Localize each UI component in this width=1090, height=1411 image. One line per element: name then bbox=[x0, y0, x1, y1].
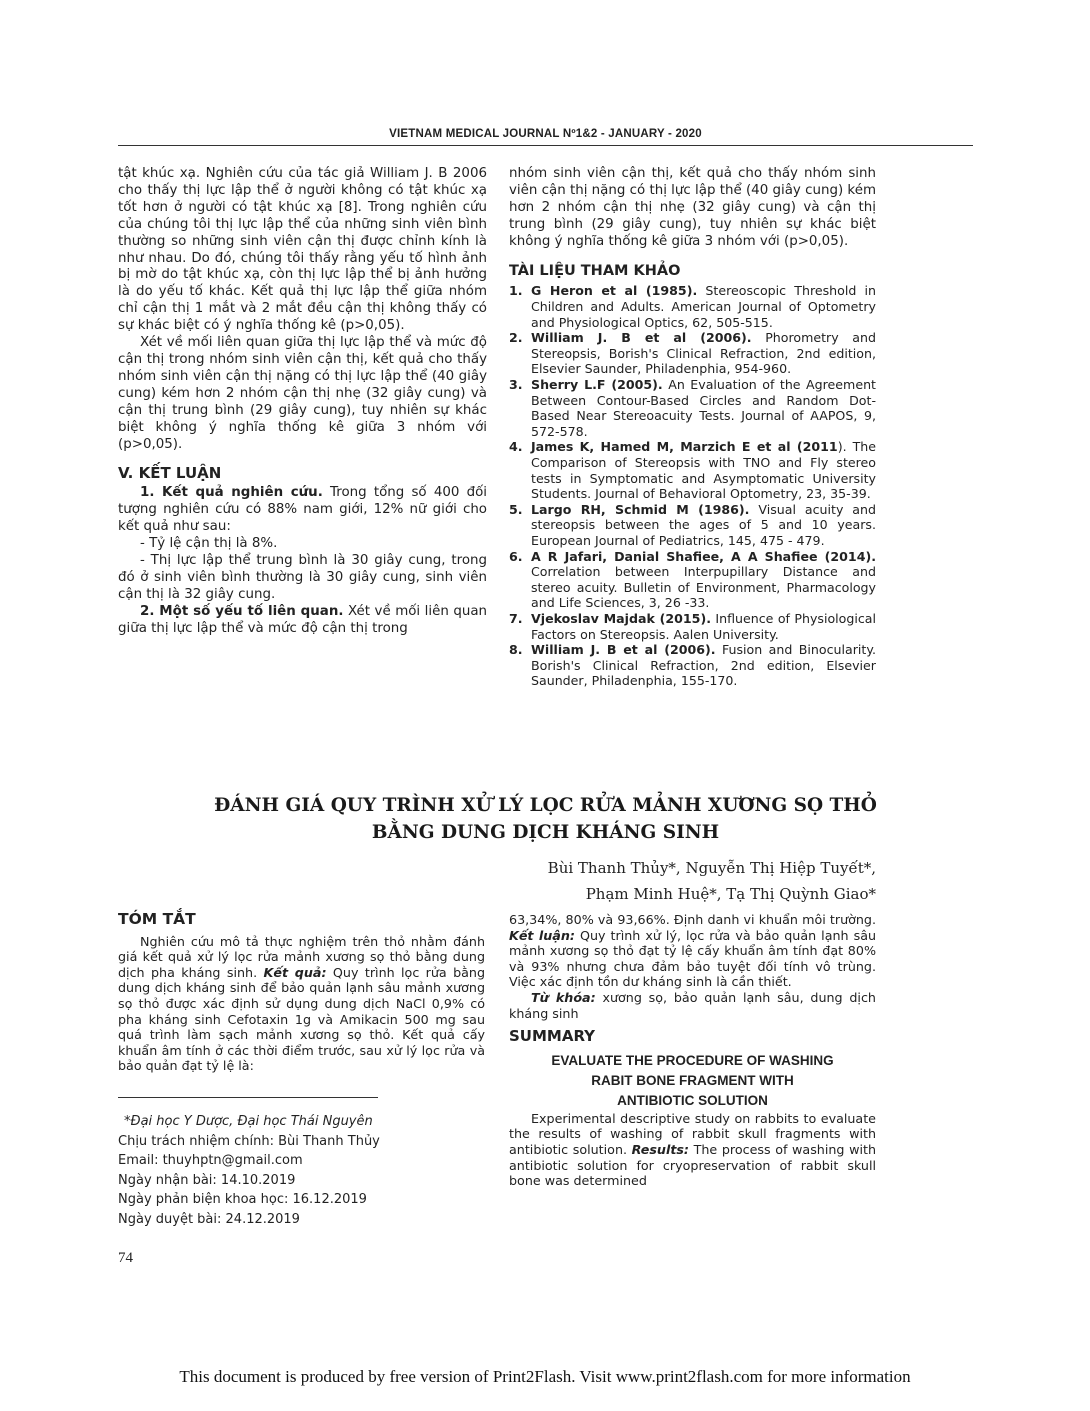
conclusion-heading: V. KẾT LUẬN bbox=[118, 464, 222, 483]
references-heading: TÀI LIỆU THAM KHẢO bbox=[509, 262, 681, 279]
reference-item bbox=[509, 283, 876, 330]
left-paragraph-2: Xét về mối liên quan giữa thị lực lập thể và mức độ cận thị trong nhóm sinh viên cận thị, kết quả cho thấy nhóm sinh viên cận thị nặng có thị lực lập thể (40 giây cung) kém hơn 2 nhóm cận thị nhẹ (32 giây cung) và cận thị trung bình (29 giây cung), tuy nhiên sự khác biệt không ý nghĩa thống kê giữa 3 nhóm với (p>0,05). bbox=[118, 335, 487, 452]
footnotes bbox=[118, 1112, 380, 1229]
summary-text-a: Experimental descriptive study on rabbits to evaluate the results of washing of rabbit skull fragments with antibiotic solution. bbox=[509, 1110, 876, 1157]
footnote-accepted: Ngày duyệt bài: 24.12.2019 bbox=[118, 1211, 300, 1227]
left-paragraph-1: tật khúc xạ. Nghiên cứu của tác giả William J. B 2006 cho thấy thị lực lập thể ở người không có tật khúc xạ tốt hơn ở người có tật khúc xạ [8]. Trong nghiên cứu của chúng tôi thị lực lập thể của những sinh viên bình thường so những sinh viên cận thị được chỉnh kính là như nhau. Do đó, chúng tôi thấy rằng yếu tố hình ảnh bị mờ do tật khúc xạ, còn thị lực lập thể bị ảnh hưởng là do yếu tố khác. Kết quả thị lực lập thể giữa nhóm chỉ cận thị 1 mắt và 2 mắt đều cận thị không thấy có sự khác biệt có ý nghĩa thống kê (p>0,05). bbox=[118, 166, 487, 334]
reference-authors: William J. B et al (2006). bbox=[531, 330, 752, 346]
reference-text: Phorometry and Stereopsis, Borish's Clinical Refraction, 2nd edition, Elsevier Saunder, Philadenphia, 954-960. bbox=[531, 330, 877, 377]
conclusion-item-1-text: Trong tổng số 400 đối tượng nghiên cứu có 88% nam giới, 12% nữ giới cho kết quả như sau: bbox=[118, 485, 488, 535]
reference-authors: A R Jafari, Danial Shafiee, A A Shafiee (2014). bbox=[531, 548, 876, 564]
reference-item bbox=[509, 611, 876, 642]
abstract-text-d: Quy trình xử lý, lọc rửa và bảo quản lạnh sâu mảnh xương sọ thỏ đạt tỷ lệ cấy khuẩn âm tính đạt 80% và 93% nhưng chưa đảm bảo tuyệt đối tính vô trùng. Việc xác định tồn dư kháng sinh là cần thiết. bbox=[509, 927, 877, 990]
abstract-section bbox=[118, 912, 485, 1074]
print2flash-watermark: This document is produced by free version of Print2Flash. Visit www.print2flash.com for more information bbox=[179, 1367, 911, 1386]
footnote-affiliation: *Đại học Y Dược, Đại học Thái Nguyên bbox=[124, 1114, 373, 1129]
conclusion-item-2-text: Xét về mối liên quan giữa thị lực lập thể và mức độ cận thị trong bbox=[118, 603, 488, 636]
reference-number: 3. bbox=[509, 377, 523, 392]
reference-number: 5. bbox=[509, 501, 523, 517]
footnote-received: Ngày nhận bài: 14.10.2019 bbox=[118, 1172, 296, 1188]
abstract-continued bbox=[509, 912, 876, 1189]
abstract-heading: TÓM TẮT bbox=[118, 910, 196, 928]
reference-authors: James K, Hamed M, Marzich E et al (2011 bbox=[531, 439, 838, 455]
article-title-line-1: ĐÁNH GIÁ QUY TRÌNH XỬ LÝ LỌC RỬA MẢNH XƯƠNG SỌ THỎ bbox=[214, 795, 877, 816]
reference-authors: Largo RH, Schmid M (1986). bbox=[531, 501, 750, 517]
abstract-text-c: 63,34%, 80% và 93,66%. Định danh vi khuẩn môi trường. bbox=[509, 912, 876, 927]
reference-authors: William J. B et al (2006). bbox=[531, 642, 716, 658]
right-paragraph-1: nhóm sinh viên cận thị, kết quả cho thấy nhóm sinh viên cận thị nặng có thị lực lập thể (40 giây cung) kém hơn 2 nhóm cận thị nhẹ (32 giây cung) và cận thị trung bình (29 giây cung), tuy nhiên sự khác biệt không ý nghĩa thống kê giữa 3 nhóm với (p>0,05). bbox=[509, 166, 876, 249]
reference-number: 4. bbox=[509, 439, 523, 455]
reference-number: 8. bbox=[509, 642, 523, 658]
reference-text: An Evaluation of the Agreement Between Contour-Based Circles and Random Dot-Based Near Stereoacuity Tests. Journal of AAPOS, 9, 572-578. bbox=[531, 377, 876, 439]
journal-header: VIETNAM MEDICAL JOURNAL Nº1&2 - JANUARY - 2020 bbox=[389, 128, 702, 140]
reference-item bbox=[509, 439, 876, 501]
keywords-label: Từ khóa: bbox=[531, 989, 596, 1005]
reference-text: Fusion and Binocularity. Borish's Clinical Refraction, 2nd edition, Elsevier Saunder, Philadenphia, 155-170. bbox=[531, 642, 876, 689]
abstract-results-label: Kết quả: bbox=[263, 964, 327, 980]
reference-item bbox=[509, 549, 876, 611]
reference-authors: G Heron et al (1985). bbox=[531, 283, 698, 299]
reference-number: 6. bbox=[509, 548, 523, 564]
footnote-responsible: Chịu trách nhiệm chính: Bùi Thanh Thủy bbox=[118, 1133, 380, 1149]
footnote-email: Email: thuyhptn@gmail.com bbox=[118, 1153, 303, 1168]
reference-authors: Sherry L.F (2005). bbox=[531, 377, 663, 392]
reference-text: Visual acuity and stereopsis between the ages of 5 and 10 years. European Journal of Pediatrics, 145, 475 - 479. bbox=[531, 501, 877, 548]
reference-text: ). The Comparison of Stereopsis with TNO and Fly stereo tests in Symptomatic and Asymptomatic University Students. Journal of Behavioral Optometry, 23, 35-39. bbox=[531, 439, 876, 502]
left-column bbox=[118, 166, 487, 637]
authors-line-2: Phạm Minh Huệ*, Tạ Thị Quỳnh Giao* bbox=[585, 885, 876, 903]
conclusion-item-2 bbox=[118, 604, 487, 638]
conclusion-bullet-2: - Thị lực lập thể trung bình là 30 giây cung, trong đó ở sinh viên bình thường là 30 giây cung, sinh viên cận thị là 32 giây cung. bbox=[118, 552, 487, 602]
reference-text: Influence of Physiological Factors on Stereopsis. Aalen University. bbox=[531, 610, 876, 642]
summary-title-line-3: ANTIBIOTIC SOLUTION bbox=[617, 1092, 768, 1108]
summary-paragraph bbox=[509, 1111, 876, 1189]
conclusion-item-2-label: 2. Một số yếu tố liên quan. bbox=[140, 603, 344, 619]
reference-item bbox=[509, 330, 876, 377]
conclusion-item-1-label: 1. Kết quả nghiên cứu. bbox=[140, 485, 323, 501]
summary-results-label: Results: bbox=[631, 1141, 690, 1157]
summary-title-line-2: RABIT BONE FRAGMENT WITH bbox=[591, 1072, 794, 1088]
right-column bbox=[509, 166, 876, 689]
page-number: 74 bbox=[118, 1250, 133, 1266]
footnote-rule bbox=[118, 1097, 378, 1098]
summary-heading: SUMMARY bbox=[509, 1027, 596, 1046]
reference-text: Correlation between Interpupillary Distance and stereo acuity. Bulletin of Environment, Pharmacology and Life Sciences, 3, 26 -33. bbox=[531, 564, 876, 611]
summary-title bbox=[509, 1051, 876, 1111]
summary-text-b: The process of washing with antibiotic solution for cryopreservation of rabbit skull bone was determined bbox=[509, 1141, 876, 1189]
abstract-text-b: Quy trình lọc rửa bằng dung dịch kháng sinh để bảo quản lạnh sâu mảnh xương sọ thỏ được xác định sử dụng dung dịch NaCl 0,9% có pha kháng sinh Cefotaxin 1g và Amikacin 500 mg sau quá trình làm sạch mảnh xương sọ thỏ. Kết quả cấy khuẩn âm tính ở các thời điểm trước, sau xử lý lọc rửa và bảo quản đạt tỷ lệ là: bbox=[118, 964, 486, 1074]
article-title bbox=[118, 792, 973, 846]
reference-number: 7. bbox=[509, 610, 523, 626]
authors-line-1: Bùi Thanh Thủy*, Nguyễn Thị Hiệp Tuyết*, bbox=[547, 859, 876, 877]
author-list bbox=[548, 855, 876, 907]
abstract-continued-paragraph bbox=[509, 912, 876, 990]
reference-number: 1. bbox=[509, 283, 523, 299]
header-rule bbox=[118, 145, 973, 146]
reference-list bbox=[509, 283, 876, 688]
footnote-reviewed: Ngày phản biện khoa học: 16.12.2019 bbox=[118, 1192, 367, 1207]
abstract-text-a: Nghiên cứu mô tả thực nghiệm trên thỏ nhằm đánh giá kết quả xử lý lọc rửa mảnh xương sọ thỏ bằng dung dịch pha kháng sinh. bbox=[118, 933, 485, 980]
keywords bbox=[509, 990, 876, 1021]
reference-item bbox=[509, 377, 876, 439]
abstract-conclusion-label: Kết luận: bbox=[509, 927, 575, 943]
conclusion-bullet-1: - Tỷ lệ cận thị là 8%. bbox=[140, 536, 278, 552]
summary-title-line-1: EVALUATE THE PROCEDURE OF WASHING bbox=[551, 1052, 834, 1068]
article-title-line-2: BẰNG DUNG DỊCH KHÁNG SINH bbox=[371, 822, 720, 843]
reference-item bbox=[509, 502, 876, 549]
abstract-paragraph bbox=[118, 934, 485, 1074]
reference-text: Stereoscopic Threshold in Children and Adults. American Journal of Optometry and Physiological Optics, 62, 505-515. bbox=[531, 283, 876, 330]
conclusion-item-1 bbox=[118, 485, 487, 536]
reference-authors: Vjekoslav Majdak (2015). bbox=[531, 610, 711, 626]
keywords-text: xương sọ, bảo quản lạnh sâu, dung dịch kháng sinh bbox=[509, 989, 876, 1021]
reference-number: 2. bbox=[509, 330, 523, 346]
reference-item bbox=[509, 642, 876, 689]
